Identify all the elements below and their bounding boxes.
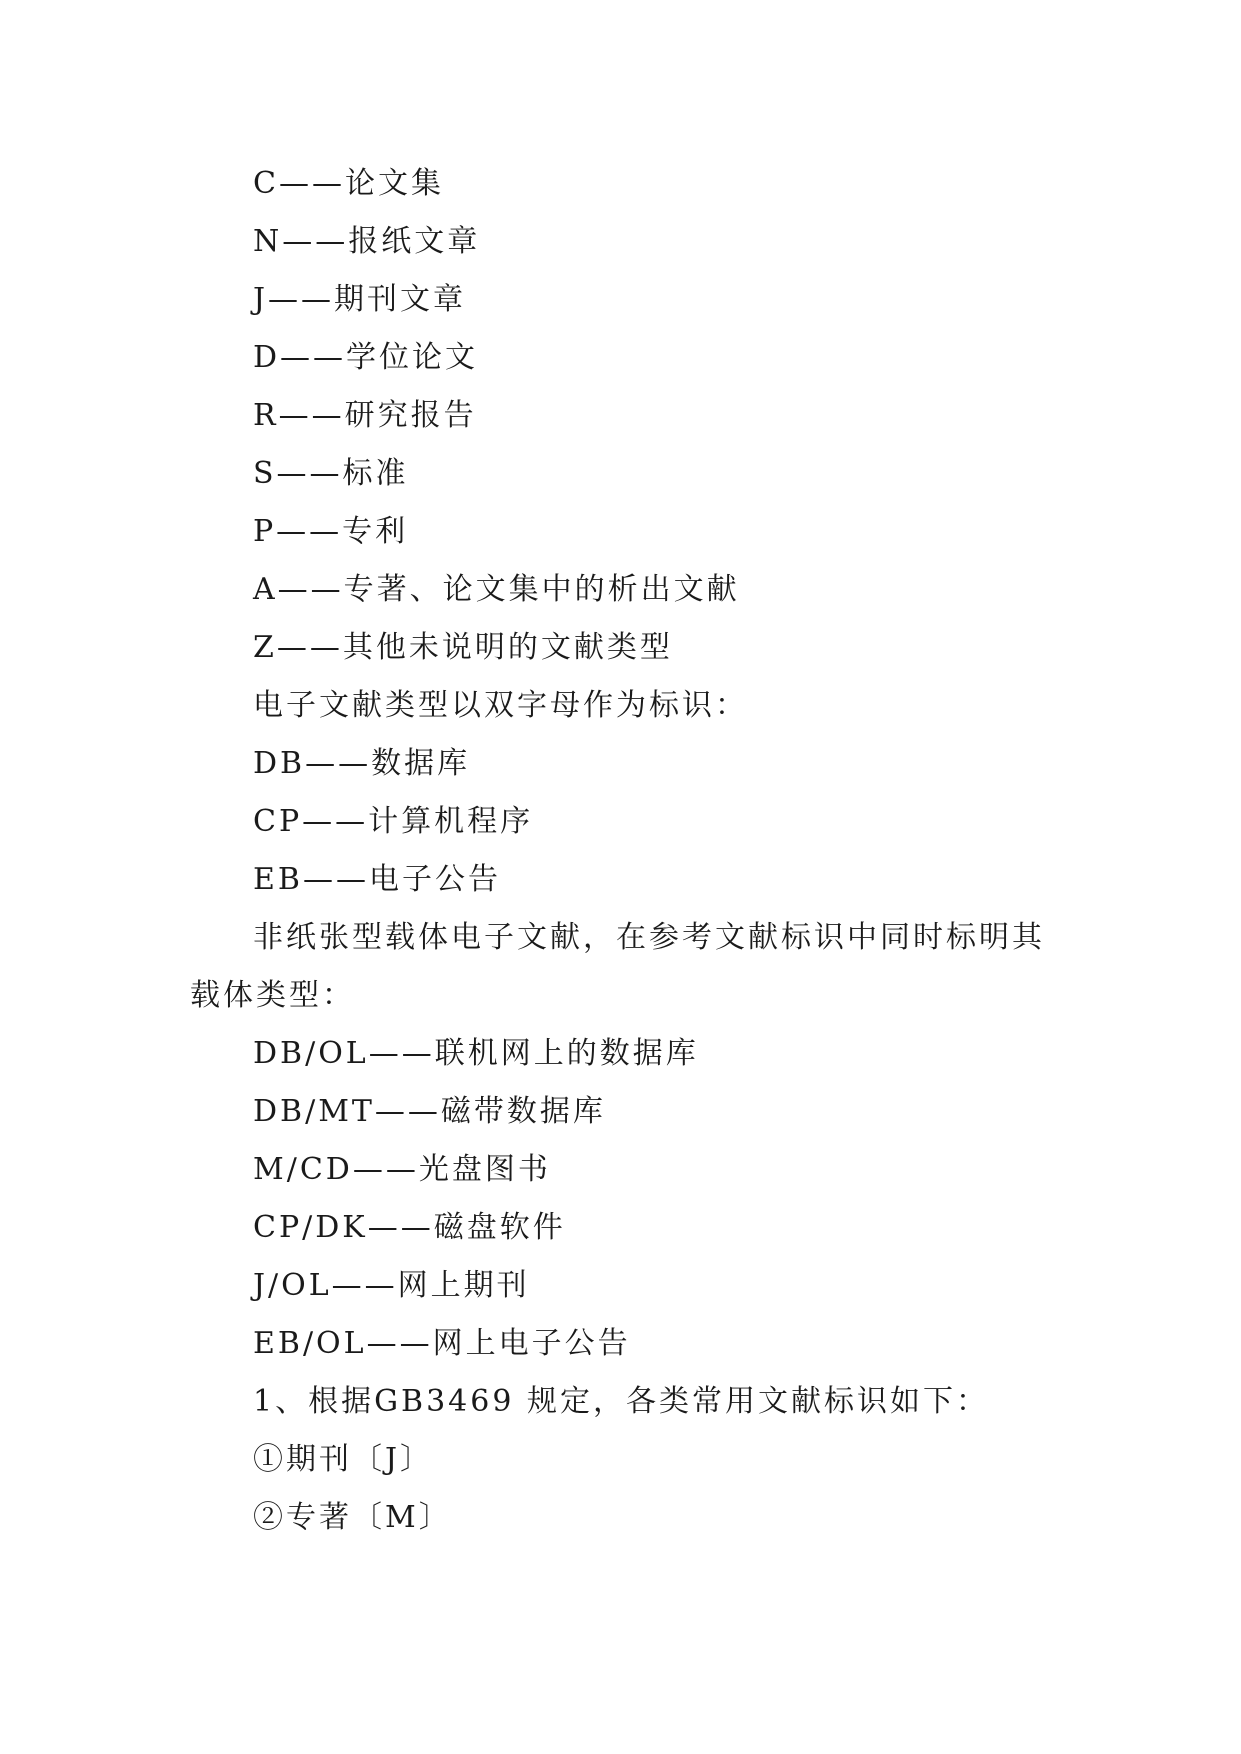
type-code-line: J/OL——网上期刊 (253, 1268, 530, 1303)
type-code-line: R——研究报告 (253, 398, 477, 433)
type-code-line: A——专著、论文集中的析出文献 (253, 572, 740, 607)
type-code-line: DB/MT——磁带数据库 (253, 1094, 606, 1129)
type-code-line: CP——计算机程序 (253, 804, 534, 839)
type-code-line: C——论文集 (253, 166, 444, 201)
type-code-line: EB/OL——网上电子公告 (253, 1326, 631, 1361)
type-code-line: N——报纸文章 (253, 224, 481, 259)
type-code-line: CP/DK——磁盘软件 (253, 1210, 566, 1245)
type-code-line: Z——其他未说明的文献类型 (253, 630, 673, 665)
type-code-line: M/CD——光盘图书 (253, 1152, 551, 1187)
paragraph-line: 1、根据GB3469 规定，各类常用文献标识如下： (253, 1384, 989, 1419)
type-code-line: EB——电子公告 (253, 862, 501, 897)
type-code-line: D——学位论文 (253, 340, 479, 375)
paragraph-line: 非纸张型载体电子文献，在参考文献标识中同时标明其 (253, 920, 1045, 955)
paragraph-line: 电子文献类型以双字母作为标识： (253, 688, 748, 723)
type-code-line: S——标准 (253, 456, 409, 491)
list-item: ②专著〔M〕 (253, 1500, 452, 1535)
type-code-line: P——专利 (253, 514, 409, 549)
list-item: ①期刊〔J〕 (253, 1442, 434, 1477)
type-code-line: DB/OL——联机网上的数据库 (253, 1036, 699, 1071)
type-code-line: J——期刊文章 (253, 282, 467, 317)
paragraph-continuation: 载体类型： (190, 978, 355, 1013)
type-code-line: DB——数据库 (253, 746, 471, 781)
